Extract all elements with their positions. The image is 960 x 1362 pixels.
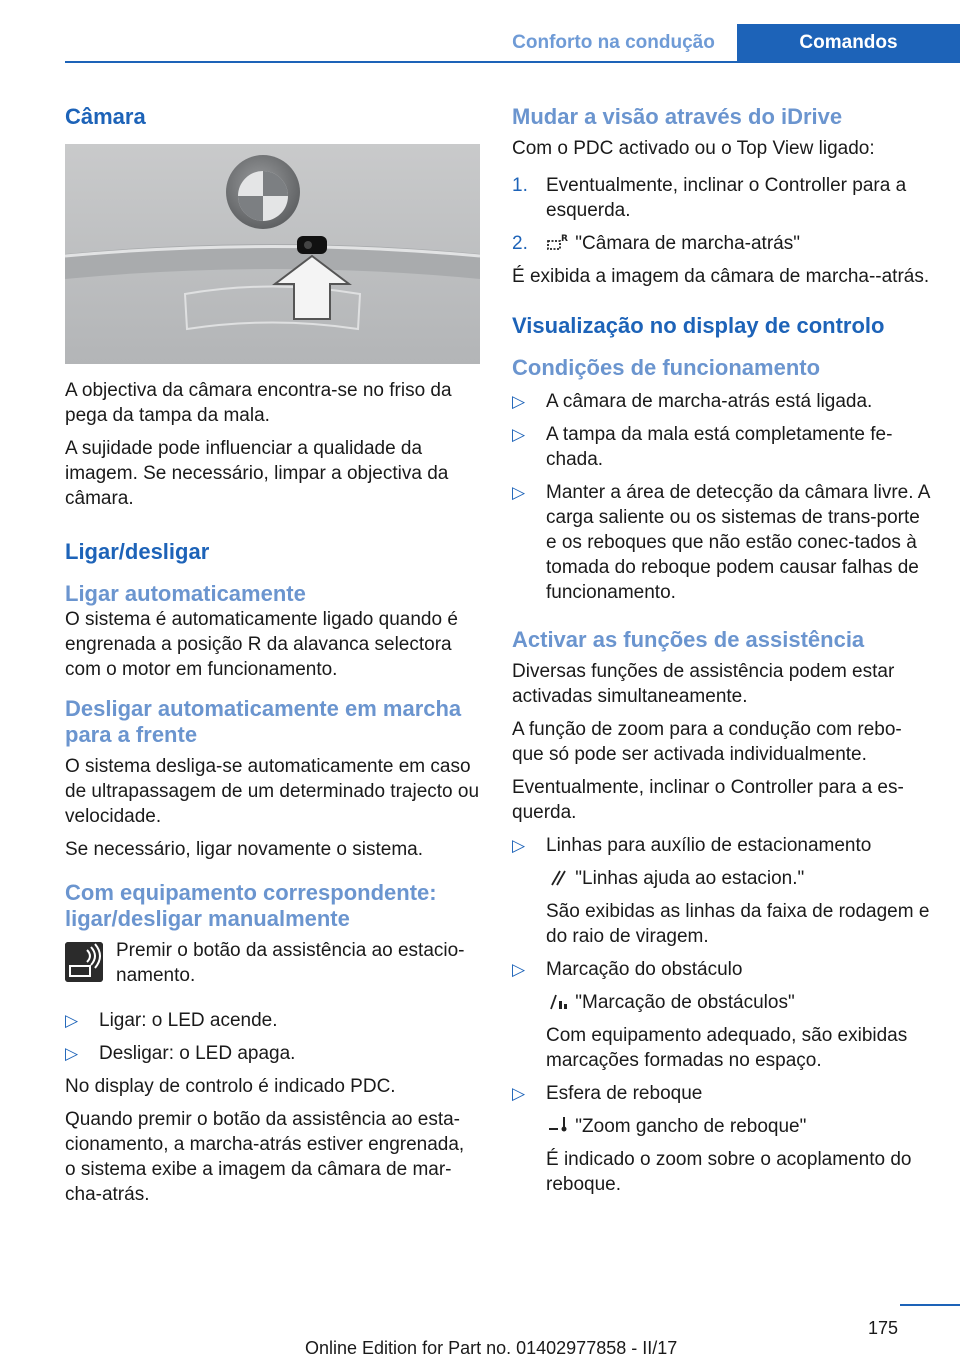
auto-on-text: O sistema é automaticamente ligado quando é engrenada a posição R da alavanca selectora com o motor em funcionamento. bbox=[65, 609, 458, 680]
assist-list bbox=[512, 833, 932, 1197]
onoff-title: Ligar/desligar bbox=[65, 539, 210, 564]
manual-p2: Quando premir o botão da assistência ao esta-cionamento, a marcha-atrás estiver engrenada, o sistema exibe a imagem da câmara de mar-cha-atrás. bbox=[65, 1109, 465, 1205]
list-item: ▷ A tampa da mala está completamente fe-chada. bbox=[512, 424, 893, 470]
edition-note: Online Edition for Part no. 01402977858 - II/17 bbox=[305, 1338, 678, 1358]
auto-off-title: Desligar automaticamente em marcha para a frente bbox=[65, 696, 462, 747]
camera-title: Câmara bbox=[65, 104, 146, 129]
header-rule bbox=[65, 61, 960, 63]
camera-p1: A objectiva da câmara encontra-se no friso da pega da tampa da mala. bbox=[65, 380, 452, 426]
assist-desc: É indicado o zoom sobre o acoplamento do reboque. bbox=[546, 1149, 912, 1195]
auto-off-text2: Se necessário, ligar novamente o sistema. bbox=[65, 839, 424, 860]
left-column bbox=[65, 100, 480, 1207]
list-item: ▷ Linhas para auxílio de estacionamento "Linhas ajuda ao estacion." São exibidas as linhas da faixa de rodagem e do raio de viragem. bbox=[512, 833, 932, 949]
manual-list bbox=[65, 1008, 480, 1066]
assist-desc: Com equipamento adequado, são exibidas marcações formadas no espaço. bbox=[546, 1025, 908, 1071]
manual-title: Com equipamento correspondente: ligar/desligar manualmente bbox=[65, 880, 437, 931]
idrive-intro: Com o PDC activado ou o Top View ligado: bbox=[512, 138, 875, 159]
manual-text: Premir o botão da assistência ao estacio-namento. bbox=[116, 940, 465, 986]
assist-p2: A função de zoom para a condução com rebo-que só pode ser activada individualmente. bbox=[512, 719, 902, 765]
assist-title: Activar as funções de assistência bbox=[512, 627, 865, 652]
header-section: Conforto na condução bbox=[512, 32, 715, 53]
footer-rule bbox=[900, 1304, 960, 1306]
camera-photo bbox=[65, 144, 480, 364]
page-number: 175 bbox=[867, 1318, 898, 1338]
assist-desc: São exibidas as linhas da faixa de rodagem e do raio de viragem. bbox=[546, 901, 930, 947]
list-item: ▷ Esfera de reboque "Zoom gancho de reboque" É indicado o zoom sobre o acoplamento do reboque. bbox=[512, 1081, 932, 1197]
idrive-result: É exibida a imagem da câmara de marcha--atrás. bbox=[512, 266, 930, 287]
right-column bbox=[512, 100, 932, 1197]
assist-menu: "Marcação de obstáculos" bbox=[546, 990, 932, 1015]
list-item: 2. R "Câmara de marcha-atrás" bbox=[512, 233, 800, 254]
list-item: 1. Eventualmente, inclinar o Controller para a esquerda. bbox=[512, 175, 907, 221]
list-item: ▷ Ligar: o LED acende. bbox=[65, 1010, 278, 1031]
assist-p3: Eventualmente, inclinar o Controller para a es-querda. bbox=[512, 777, 904, 823]
auto-on-title: Ligar automaticamente bbox=[65, 581, 306, 606]
auto-off-text: O sistema desliga-se automaticamente em caso de ultrapassagem de um determinado trajecto ou velocidade. bbox=[65, 756, 480, 827]
manual-p1: No display de controlo é indicado PDC. bbox=[65, 1076, 396, 1097]
list-item: ▷ A câmara de marcha-atrás está ligada. bbox=[512, 391, 873, 412]
cond-list bbox=[512, 389, 932, 605]
assist-menu: "Zoom gancho de reboque" bbox=[546, 1114, 932, 1139]
idrive-steps bbox=[512, 173, 932, 256]
assist-menu: "Linhas ajuda ao estacion." bbox=[546, 866, 932, 891]
rear-camera-icon bbox=[546, 232, 570, 252]
list-item: ▷ Marcação do obstáculo "Marcação de obstáculos" Com equipamento adequado, são exibidas marcações formadas no espaço. bbox=[512, 957, 932, 1073]
parking-lines-icon bbox=[546, 867, 570, 887]
pdc-button-row bbox=[65, 938, 480, 988]
camera-p2: A sujidade pode influenciar a qualidade da imagem. Se necessário, limpar a objectiva da câmara. bbox=[65, 438, 449, 509]
idrive-title: Mudar a visão através do iDrive bbox=[512, 104, 843, 129]
list-item: ▷ Desligar: o LED apaga. bbox=[65, 1043, 296, 1064]
pdc-button-icon bbox=[65, 942, 103, 982]
header-tab: Comandos bbox=[737, 24, 960, 62]
list-item: ▷ Manter a área de detecção da câmara livre. A carga saliente ou os sistemas de trans-porte e os reboques que não estão conec-tados à tomada do reboque podem causar falhas de funcionamento. bbox=[512, 482, 930, 603]
svg-text:R: R bbox=[561, 234, 568, 244]
tow-hitch-icon bbox=[546, 1115, 570, 1135]
assist-p1: Diversas funções de assistência podem estar activadas simultaneamente. bbox=[512, 661, 895, 707]
obstacle-marking-icon bbox=[546, 991, 570, 1011]
display-title: Visualização no display de controlo bbox=[512, 313, 885, 338]
cond-title: Condições de funcionamento bbox=[512, 355, 821, 380]
